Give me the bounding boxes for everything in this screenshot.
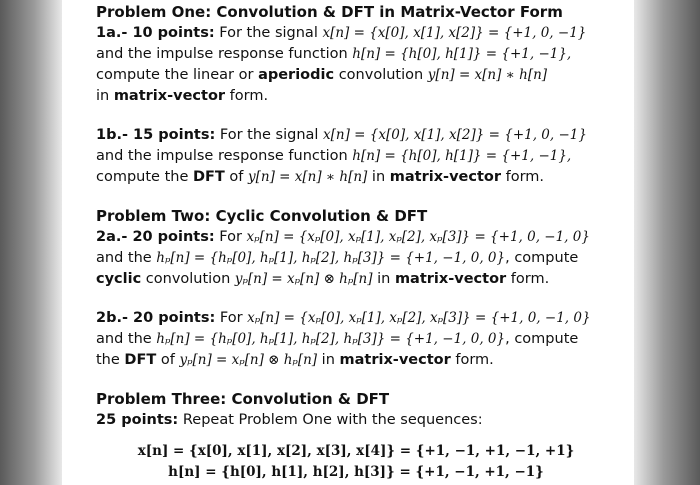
problem-1a-line-3: compute the linear or aperiodic convolution y[n] = x[n] ∗ h[n] [96,67,548,83]
problem-two-title: Problem Two: Cyclic Convolution & DFT [96,207,428,225]
document-content [96,2,616,483]
impulse-hp-definition: hₚ[n] = {hₚ[0], hₚ[1], hₚ[2], hₚ[3]} = {+1, −1, 0, 0} [156,250,506,266]
problem-3-x-sequence: x[n] = {x[0], x[1], x[2], x[3], x[4]} = {+1, −1, +1, −1, +1} [137,443,575,459]
signal-xp-definition: xₚ[n] = {xₚ[0], xₚ[1], xₚ[2], xₚ[3]} = {+1, 0, −1, 0} [246,229,590,245]
problem-one-title: Problem One: Convolution & DFT in Matrix-Vector Form [96,3,563,21]
cyclic-convolution-yp-definition: yₚ[n] = xₚ[n] ⊗ hₚ[n] [234,271,373,287]
signal-xp-definition: xₚ[n] = {xₚ[0], xₚ[1], xₚ[2], xₚ[3]} = {+1, 0, −1, 0} [247,310,591,326]
signal-x-definition: x[n] = {x[0], x[1], x[2]} = {+1, 0, −1} [322,25,587,41]
problem-2b-line-3: the DFT of yₚ[n] = xₚ[n] ⊗ hₚ[n] in matrix-vector form. [96,352,494,368]
left-shadow-edge [0,0,62,485]
problem-1b-line-3: compute the DFT of y[n] = x[n] ∗ h[n] in matrix-vector form. [96,169,545,185]
convolution-y-definition: y[n] = x[n] ∗ h[n] [248,169,368,185]
problem-2a-line-1: 2a.- 20 points: For xₚ[n] = {xₚ[0], xₚ[1], xₚ[2], xₚ[3]} = {+1, 0, −1, 0} [96,229,590,245]
problem-2b-label: 2b.- 20 points: [96,310,216,326]
problem-3-line-1: 25 points: Repeat Problem One with the sequences: [96,412,483,428]
problem-1a-line-2: and the impulse response function h[n] = {h[0], h[1]} = {+1, −1}, [96,46,572,62]
problem-1b-line-2: and the impulse response function h[n] = {h[0], h[1]} = {+1, −1}, [96,148,572,164]
problem-1a-line-1: 1a.- 10 points: For the signal x[n] = {x[0], x[1], x[2]} = {+1, 0, −1} [96,25,587,41]
impulse-hp-definition: hₚ[n] = {hₚ[0], hₚ[1], hₚ[2], hₚ[3]} = {+1, −1, 0, 0} [156,331,506,347]
problem-1a-label: 1a.- 10 points: [96,25,215,41]
problem-3-h-sequence: h[n] = {h[0], h[1], h[2], h[3]} = {+1, −1, +1, −1} [168,464,544,480]
problem-1b-label: 1b.- 15 points: [96,127,216,143]
impulse-h-definition: h[n] = {h[0], h[1]} = {+1, −1}, [352,148,572,164]
signal-x-definition: x[n] = {x[0], x[1], x[2]} = {+1, 0, −1} [323,127,587,143]
convolution-y-definition: y[n] = x[n] ∗ h[n] [427,67,548,83]
problem-3-label: 25 points: [96,412,179,428]
problem-2a-label: 2a.- 20 points: [96,229,215,245]
problem-1b-line-1: 1b.- 15 points: For the signal x[n] = {x[0], x[1], x[2]} = {+1, 0, −1} [96,127,587,143]
problem-three-title: Problem Three: Convolution & DFT [96,390,390,408]
problem-1a-line-4: in matrix-vector form. [96,88,269,104]
problem-2a-line-2: and the hₚ[n] = {hₚ[0], hₚ[1], hₚ[2], hₚ[3]} = {+1, −1, 0, 0}, compute [96,250,579,266]
document-page [84,0,632,485]
problem-2a-line-3: cyclic convolution yₚ[n] = xₚ[n] ⊗ hₚ[n] in matrix-vector form. [96,271,550,287]
impulse-h-definition: h[n] = {h[0], h[1]} = {+1, −1}, [352,46,572,62]
problem-2b-line-1: 2b.- 20 points: For xₚ[n] = {xₚ[0], xₚ[1], xₚ[2], xₚ[3]} = {+1, 0, −1, 0} [96,310,591,326]
cyclic-convolution-yp-definition: yₚ[n] = xₚ[n] ⊗ hₚ[n] [179,352,318,368]
right-shadow-edge [634,0,700,485]
problem-2b-line-2: and the hₚ[n] = {hₚ[0], hₚ[1], hₚ[2], hₚ[3]} = {+1, −1, 0, 0}, compute [96,331,579,347]
